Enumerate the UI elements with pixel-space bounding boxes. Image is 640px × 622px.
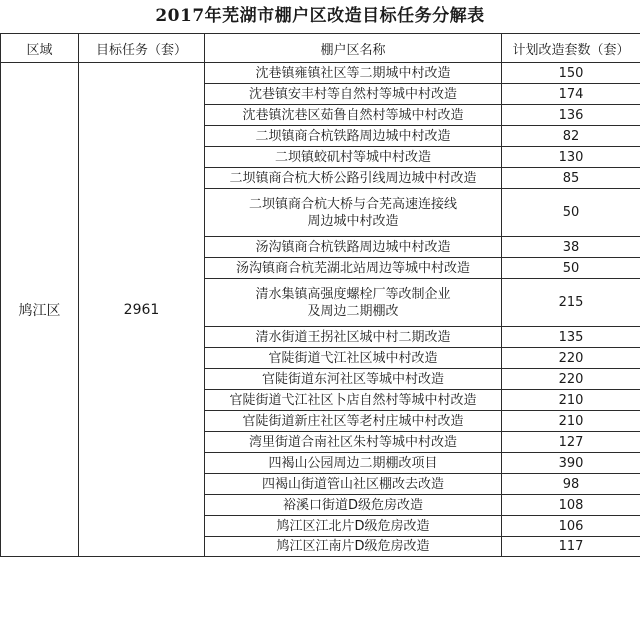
project-name: 官陡街道新庄社区等老村庄城中村改造 [205, 411, 502, 432]
plan-count: 150 [502, 63, 640, 84]
plan-count: 136 [502, 105, 640, 126]
plan-count: 215 [502, 279, 640, 327]
header-target: 目标任务（套） [79, 34, 205, 63]
plan-count: 98 [502, 474, 640, 495]
project-name: 鸠江区江南片D级危房改造 [205, 537, 502, 557]
plan-count: 390 [502, 453, 640, 474]
plan-count: 220 [502, 369, 640, 390]
project-name: 二坝镇蛟矶村等城中村改造 [205, 147, 502, 168]
project-name [205, 279, 502, 327]
project-name-line1: 清水集镇高强度螺栓厂等改制企业 [255, 286, 451, 302]
plan-count: 38 [502, 237, 640, 258]
plan-count: 210 [502, 411, 640, 432]
project-name-line2: 周边城中村改造 [307, 213, 399, 229]
region-cell: 鸠江区 [1, 63, 79, 557]
project-name: 汤沟镇商合杭芜湖北站周边等城中村改造 [205, 258, 502, 279]
project-name: 二坝镇商合杭大桥公路引线周边城中村改造 [205, 168, 502, 189]
project-name: 清水街道王拐社区城中村二期改造 [205, 327, 502, 348]
project-name: 沈巷镇雍镇社区等二期城中村改造 [205, 63, 502, 84]
plan-count: 220 [502, 348, 640, 369]
table-title: 2017年芜湖市棚户区改造目标任务分解表 [155, 6, 485, 26]
project-name: 汤沟镇商合杭铁路周边城中村改造 [205, 237, 502, 258]
project-name [205, 189, 502, 237]
project-name-line1: 二坝镇商合杭大桥与合芜高速连接线 [248, 196, 457, 212]
plan-count: 130 [502, 147, 640, 168]
project-name: 官陡街道弋江社区城中村改造 [205, 348, 502, 369]
plan-count: 127 [502, 432, 640, 453]
plan-count: 210 [502, 390, 640, 411]
header-name: 棚户区名称 [205, 34, 502, 63]
plan-count: 85 [502, 168, 640, 189]
project-name: 沈巷镇安丰村等自然村等城中村改造 [205, 84, 502, 105]
project-name: 湾里街道合南社区朱村等城中村改造 [205, 432, 502, 453]
plan-count: 135 [502, 327, 640, 348]
header-row [1, 34, 640, 63]
project-name: 二坝镇商合杭铁路周边城中村改造 [205, 126, 502, 147]
plan-count: 50 [502, 189, 640, 237]
project-name: 沈巷镇沈巷区茹鲁自然村等城中村改造 [205, 105, 502, 126]
project-name: 四褐山公园周边二期棚改项目 [205, 453, 502, 474]
project-name: 四褐山街道管山社区棚改去改造 [205, 474, 502, 495]
plan-count: 108 [502, 495, 640, 516]
plan-count: 82 [502, 126, 640, 147]
project-name: 官陡街道东河社区等城中村改造 [205, 369, 502, 390]
header-region: 区域 [1, 34, 79, 63]
task-table [0, 33, 640, 557]
plan-count: 50 [502, 258, 640, 279]
target-cell: 2961 [79, 63, 205, 557]
plan-count: 117 [502, 537, 640, 557]
project-name: 裕溪口街道D级危房改造 [205, 495, 502, 516]
plan-count: 174 [502, 84, 640, 105]
project-name-line2: 及周边二期棚改 [307, 303, 399, 319]
table-row [1, 63, 640, 84]
project-name: 官陡街道弋江社区卜店自然村等城中村改造 [205, 390, 502, 411]
plan-count: 106 [502, 516, 640, 537]
project-name: 鸠江区江北片D级危房改造 [205, 516, 502, 537]
header-plan: 计划改造套数（套） [502, 34, 640, 63]
